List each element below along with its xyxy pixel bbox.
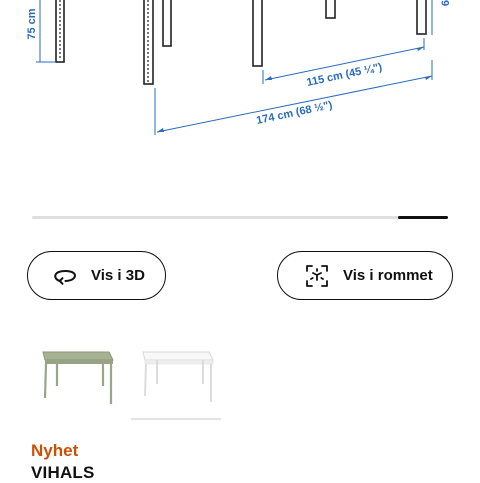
grey-green-table-image — [33, 338, 123, 420]
width-dimension-label: 174 cm (68 ½") — [255, 99, 334, 127]
view-in-room-button[interactable] — [277, 251, 453, 300]
rotate-3d-icon — [52, 263, 78, 289]
depth-dimension-label: 115 cm (45 ¼") — [305, 61, 384, 89]
view-3d-button[interactable] — [27, 251, 166, 300]
variant-thumbnail-grey-green[interactable] — [33, 338, 123, 420]
variant-thumbnail-underline — [131, 418, 221, 420]
carousel-progress-track[interactable] — [32, 216, 448, 219]
view-in-room-label: Vis i rommet — [343, 267, 433, 284]
new-product-badge: Nyhet — [31, 441, 79, 460]
view-3d-label: Vis i 3D — [91, 267, 145, 284]
right-dimension-label: 6 — [440, 0, 452, 7]
product-name: VIHALS — [31, 463, 95, 482]
augmented-reality-icon — [304, 263, 330, 289]
dimension-diagram — [0, 0, 480, 205]
height-dimension-label: 75 cm — [26, 8, 38, 40]
white-table-image — [131, 338, 221, 420]
variant-thumbnail-white[interactable] — [131, 338, 221, 420]
carousel-progress-indicator — [398, 216, 448, 219]
